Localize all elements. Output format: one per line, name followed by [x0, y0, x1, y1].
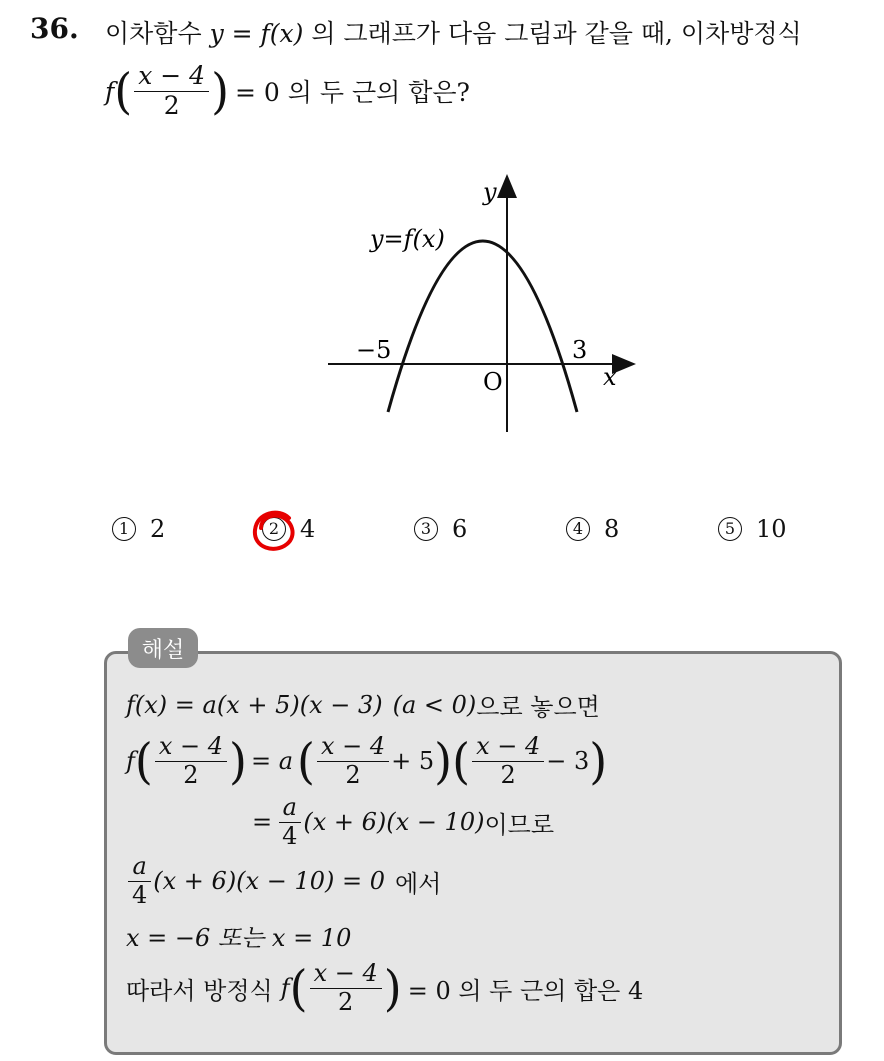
- fraction-numerator: x − 4: [310, 960, 382, 989]
- answer-circle-mark: [249, 506, 299, 556]
- fraction-denominator: 2: [500, 760, 516, 789]
- right-paren: ): [383, 959, 402, 1017]
- solution-line-3: [252, 794, 554, 850]
- left-root-label: −5: [356, 336, 392, 364]
- solution-line-2-f: f: [126, 747, 135, 776]
- question-text-suffix: 의 그래프가 다음 그림과 같을 때, 이차방정식: [311, 19, 802, 48]
- choice-4-number: 4: [566, 517, 590, 541]
- fraction-denominator: 2: [345, 760, 361, 789]
- fraction-numerator: x − 4: [155, 733, 227, 762]
- fraction-denominator: 4: [282, 821, 298, 850]
- x-axis-label: x: [603, 363, 617, 391]
- fraction-numerator: x − 4: [134, 62, 209, 92]
- choice-3-value: 6: [452, 515, 468, 543]
- right-paren: ): [211, 62, 230, 120]
- fraction-numerator: x − 4: [472, 733, 544, 762]
- solution-line-3-eq: =: [252, 808, 273, 837]
- choice-5-value: 10: [756, 515, 787, 543]
- choice-3-number: 3: [414, 517, 438, 541]
- solution-line-6: [126, 960, 643, 1016]
- choice-2-value: 4: [300, 515, 316, 543]
- right-root-label: 3: [572, 336, 588, 364]
- fraction-denominator: 2: [338, 987, 354, 1016]
- fraction-numerator: a: [279, 794, 301, 823]
- solution-line-2-eq: = a: [250, 747, 294, 776]
- right-paren: ): [589, 732, 608, 790]
- question-line-1: [105, 14, 802, 50]
- left-paren: (: [452, 732, 471, 790]
- fraction-denominator: 2: [163, 90, 180, 120]
- choice-4[interactable]: [566, 515, 619, 543]
- origin-label: O: [483, 368, 503, 396]
- curve-label: y=f(x): [370, 225, 445, 253]
- fraction: [278, 794, 301, 850]
- question-number: 36.: [30, 12, 79, 45]
- solution-line-5: [126, 918, 351, 953]
- parabola-graph: [320, 170, 650, 440]
- right-paren: ): [434, 732, 453, 790]
- fraction: [134, 62, 209, 121]
- function-f: f: [105, 76, 115, 106]
- fraction: [128, 853, 151, 909]
- fraction: [472, 733, 544, 789]
- choice-1-number: 1: [112, 517, 136, 541]
- fraction: [317, 733, 389, 789]
- solution-line-6-f: f: [280, 974, 290, 1003]
- solution-line-4-text: 에서: [394, 869, 442, 898]
- solution-line-1-expr: f(x) = a(x + 5)(x − 3): [126, 690, 383, 719]
- solution-line-1-cond: (a < 0): [392, 690, 477, 719]
- left-paren: (: [134, 732, 153, 790]
- question-line-2: [105, 62, 470, 121]
- solution-line-2: [126, 733, 607, 789]
- fraction: [155, 733, 227, 789]
- solution-line-2-plus: + 5: [391, 747, 435, 776]
- choice-2-number: 2: [262, 517, 286, 541]
- choice-5[interactable]: [718, 515, 787, 543]
- solution-line-6-prefix: 따라서 방정식: [126, 976, 273, 1005]
- left-paren: (: [114, 62, 133, 120]
- left-paren: (: [289, 959, 308, 1017]
- y-axis-label: y: [483, 178, 497, 206]
- right-paren: ): [229, 732, 247, 790]
- choice-1[interactable]: [112, 515, 165, 543]
- solution-line-1-text: 으로 놓으면: [476, 693, 600, 721]
- question-expression: y = f(x): [209, 19, 304, 48]
- fraction-numerator: x − 4: [317, 733, 389, 762]
- fraction-numerator: a: [128, 853, 150, 882]
- solution-line-1: [126, 687, 600, 722]
- question-line-2-suffix: = 0 의 두 근의 합은?: [235, 78, 470, 108]
- fraction-denominator: 4: [132, 880, 148, 909]
- fraction-denominator: 2: [183, 760, 199, 789]
- solution-line-4-expr: (x + 6)(x − 10) = 0: [153, 867, 385, 896]
- fraction: [310, 960, 382, 1016]
- solution-line-3-text: 이므로: [484, 810, 555, 839]
- solution-line-4: [126, 853, 441, 909]
- choice-1-value: 2: [150, 515, 166, 543]
- choice-4-value: 8: [604, 515, 620, 543]
- solution-line-3-expr: (x + 6)(x − 10): [303, 808, 485, 837]
- choice-5-number: 5: [718, 517, 742, 541]
- solution-line-6-suffix: = 0 의 두 근의 합은 4: [407, 976, 644, 1005]
- left-paren: (: [297, 732, 315, 790]
- solution-tag: 해설: [128, 628, 198, 668]
- solution-line-2-minus: − 3: [546, 747, 590, 776]
- solution-line-5-text: x = −6 또는 x = 10: [126, 924, 352, 952]
- choice-3[interactable]: [414, 515, 467, 543]
- question-text-prefix: 이차함수: [105, 19, 202, 48]
